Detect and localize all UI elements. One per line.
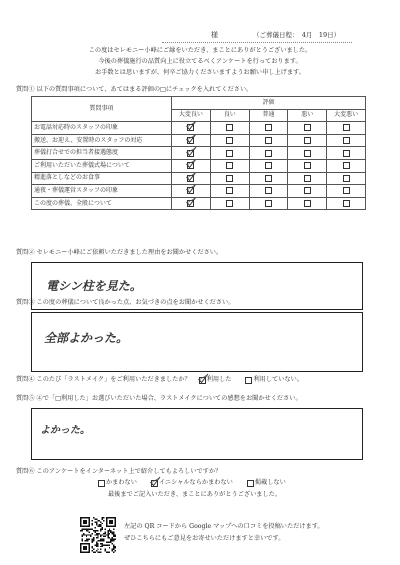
q5-answer-box[interactable] (31, 408, 363, 460)
rating-cell (210, 134, 249, 147)
rating-cell (172, 147, 211, 160)
publish-option[interactable] (247, 480, 286, 487)
rating-cell (172, 122, 211, 135)
publish-checkbox[interactable] (151, 480, 158, 487)
table-row (32, 172, 366, 185)
rating-cell (249, 185, 288, 198)
rating-column-header: 普通 (249, 109, 288, 122)
qr-code-icon[interactable] (80, 517, 116, 553)
rating-checkbox[interactable] (187, 137, 194, 144)
rating-cell (249, 197, 288, 210)
rating-cell (172, 197, 211, 210)
q5-answer: よかった。 (40, 425, 90, 436)
question-item: 通夜・葬儀運営スタッフの印象 (32, 185, 172, 198)
rating-column-header: 大変悪い (327, 109, 366, 122)
question-item: 搬送、お迎え、安置時のスタッフの対応 (32, 134, 172, 147)
rating-cell (249, 134, 288, 147)
rating-checkbox[interactable] (304, 162, 311, 169)
rating-column-header: 良い (210, 109, 249, 122)
table-row (32, 185, 366, 198)
option-label: かまわない (106, 479, 137, 487)
table-row (32, 197, 366, 210)
rating-cell (327, 122, 366, 135)
rating-cell (327, 197, 366, 210)
rating-checkbox[interactable] (343, 200, 350, 207)
rating-checkbox[interactable] (265, 200, 272, 207)
rating-cell (288, 147, 327, 160)
intro-line: お手数とは思いますが、何卒ご協力くださいますようお願い申し上げます。 (95, 69, 305, 76)
rating-checkbox[interactable] (226, 187, 233, 194)
rating-cell (327, 159, 366, 172)
rating-checkbox[interactable] (187, 150, 194, 157)
q3-label: 質問③ この度の葬儀について良かった点、お気づきの点をお聞かせください。 (16, 299, 235, 306)
rating-checkbox[interactable] (226, 124, 233, 131)
rating-cell (249, 122, 288, 135)
rating-cell (288, 134, 327, 147)
q4-label: 質問④ このたび「ラストメイク」をご利用いただきましたか？ 利用した 利用していない。 (16, 377, 317, 384)
honorific: 様 (211, 31, 218, 39)
option-label: 利用していない。 (253, 376, 303, 384)
rating-checkbox[interactable] (226, 162, 233, 169)
rating-checkbox[interactable] (187, 162, 194, 169)
publish-option[interactable] (98, 480, 137, 487)
rating-checkbox[interactable] (304, 124, 311, 131)
funeral-date: （ご葬儀日程： 4月 19日） (253, 31, 341, 39)
rating-column-header: 大変良い (172, 109, 211, 122)
rating-checkbox[interactable] (343, 187, 350, 194)
q1-label: 質問① 以下の質問事項について、あてはまる評価の□にチェックを入れてください。 (16, 86, 253, 93)
rating-checkbox[interactable] (304, 187, 311, 194)
closing-message: 最後までご記入いただき、まことにありがとうございました。 (108, 491, 282, 498)
rating-checkbox[interactable] (265, 162, 272, 169)
rating-cell (172, 172, 211, 185)
question-item: 精進落としなどのお食事 (32, 172, 172, 185)
rating-column-header: 悪い (288, 109, 327, 122)
footer-line: ぜひこちらにもご意見をお寄せいただけますと幸いです。 (124, 535, 285, 542)
item-header: 質問事項 (32, 97, 172, 122)
rating-checkbox[interactable] (304, 150, 311, 157)
question-item: この度の葬儀、全般について (32, 197, 172, 210)
option-label: 利用した (206, 376, 232, 384)
lastmake-option[interactable] (199, 377, 232, 384)
q6-label: 質問⑥ このアンケートをインターネット上で紹介してもよろしいですか？ (16, 468, 222, 475)
question-item: 葬儀打合せでの担当者接遇態度 (32, 147, 172, 160)
table-row (32, 159, 366, 172)
rating-checkbox[interactable] (265, 137, 272, 144)
rating-checkbox[interactable] (265, 124, 272, 131)
q3-answer-box[interactable] (31, 312, 363, 372)
rating-checkbox[interactable] (226, 137, 233, 144)
rating-cell (210, 197, 249, 210)
question-item: お電話対応時のスタッフの印象 (32, 122, 172, 135)
question-item: ご利用いただいた葬儀式場について (32, 159, 172, 172)
rating-cell (172, 159, 211, 172)
intro-line: 今後の葬儀施行の品質向上に役立てるべくアンケートを行っております。 (98, 58, 302, 65)
rating-checkbox[interactable] (187, 200, 194, 207)
rating-cell (249, 147, 288, 160)
rating-cell (210, 172, 249, 185)
rating-checkbox[interactable] (226, 150, 233, 157)
rating-cell (327, 172, 366, 185)
q2-answer: 電シン柱を見た。 (46, 279, 142, 293)
rating-checkbox[interactable] (304, 200, 311, 207)
rating-checkbox[interactable] (343, 175, 350, 182)
rating-checkbox[interactable] (187, 187, 194, 194)
intro-line: この度はセレモニー小峰にご縁をいただき、まことにありがとうございました。 (88, 47, 312, 54)
rating-cell (210, 159, 249, 172)
rating-checkbox[interactable] (304, 137, 311, 144)
lastmake-checkbox[interactable] (245, 377, 252, 384)
rating-cell (327, 185, 366, 198)
rating-checkbox[interactable] (343, 137, 350, 144)
lastmake-checkbox[interactable] (199, 377, 206, 384)
rating-table (31, 96, 366, 210)
rating-checkbox[interactable] (187, 124, 194, 131)
rating-cell (288, 197, 327, 210)
rating-cell (288, 159, 327, 172)
rating-checkbox[interactable] (226, 200, 233, 207)
rating-cell (210, 122, 249, 135)
publish-checkbox[interactable] (247, 480, 254, 487)
rating-checkbox[interactable] (343, 150, 350, 157)
rating-cell (288, 185, 327, 198)
rating-cell (249, 172, 288, 185)
rating-checkbox[interactable] (304, 175, 311, 182)
rating-checkbox[interactable] (265, 187, 272, 194)
table-row (32, 147, 366, 160)
option-label: 掲載しない (254, 479, 286, 487)
option-label: イニシャルならかまわない (158, 479, 233, 487)
rating-checkbox[interactable] (343, 162, 350, 169)
rating-cell (210, 147, 249, 160)
rating-cell (327, 147, 366, 160)
q3-answer: 全部よかった。 (44, 331, 129, 345)
rating-cell (249, 159, 288, 172)
q5-label: 質問⑤ ④で「□利用した」お選びいただいた場合、ラストメイクについての感想をお聞かせください。 (16, 395, 302, 402)
footer-line: 左記の QR コードから Google マップへの口コミを投稿いただけます。 (124, 523, 324, 530)
rating-cell (288, 122, 327, 135)
rating-cell (327, 134, 366, 147)
rating-cell (172, 134, 211, 147)
q2-label: 質問② セレモニー小峰にご依頼いただきました理由をお聞かせください。 (16, 249, 223, 256)
rating-cell (210, 185, 249, 198)
rating-checkbox[interactable] (343, 124, 350, 131)
table-row (32, 134, 366, 147)
table-row (32, 122, 366, 135)
rating-cell (288, 172, 327, 185)
publish-option[interactable] (151, 480, 233, 487)
q6-options (98, 480, 300, 487)
lastmake-option[interactable] (245, 377, 303, 384)
rating-header: 評価 (172, 97, 366, 110)
rating-cell (172, 185, 211, 198)
rating-checkbox[interactable] (265, 175, 272, 182)
rating-checkbox[interactable] (265, 150, 272, 157)
rating-checkbox[interactable] (187, 175, 194, 182)
publish-checkbox[interactable] (98, 480, 105, 487)
rating-checkbox[interactable] (226, 175, 233, 182)
